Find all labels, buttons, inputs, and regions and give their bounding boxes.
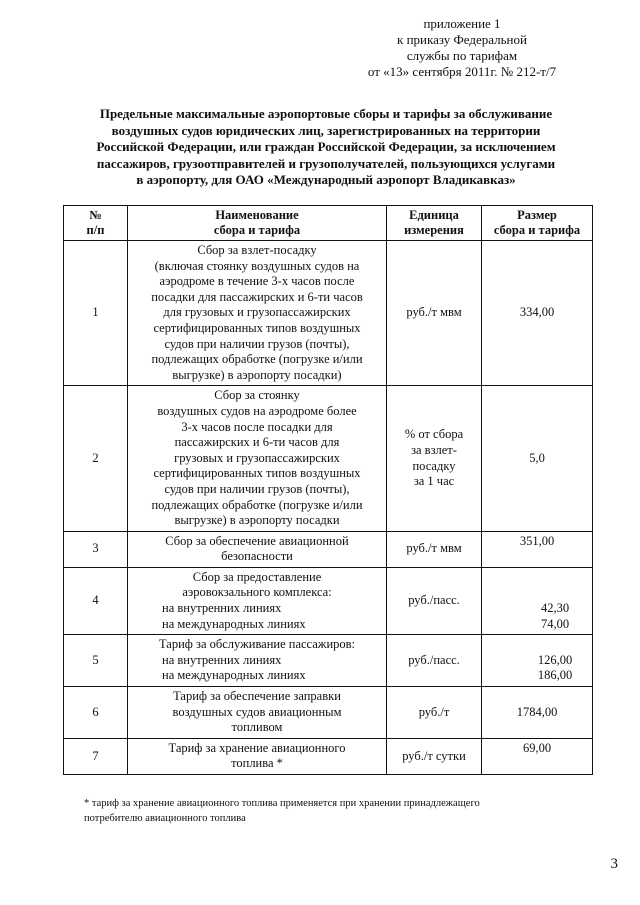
page-number: 3 xyxy=(610,856,618,872)
row-unit xyxy=(387,531,482,567)
title-line: Предельные максимальные аэропортовые сборы и тарифы за обслуживание xyxy=(99,106,553,121)
table-row xyxy=(64,635,593,687)
name-line: посадки для пассажирских и 6-ти часов xyxy=(151,289,363,304)
title-line: воздушных судов юридических лиц, зарегистрированных на территории xyxy=(111,122,541,138)
header-text: сбора и тарифа xyxy=(493,223,581,237)
name-line: на внутренних линиях xyxy=(162,652,282,667)
table-row xyxy=(64,738,593,774)
unit-line: руб./т xyxy=(418,704,450,719)
unit-line: за взлет- xyxy=(411,442,457,457)
row-name xyxy=(128,241,387,386)
document-title xyxy=(66,106,586,189)
name-line: воздушных судов авиационным xyxy=(172,704,342,719)
name-line: Сбор за обеспечение авиационной xyxy=(165,533,349,548)
name-line: сертифицированных типов воздушных xyxy=(153,320,361,335)
header-text: Размер xyxy=(517,208,557,222)
row-unit xyxy=(387,386,482,531)
row-number: 6 xyxy=(64,687,128,739)
row-unit xyxy=(387,738,482,774)
size-value: 186,00 xyxy=(537,668,573,683)
name-line: (включая стоянку воздушных судов на xyxy=(154,258,360,273)
row-name xyxy=(128,386,387,531)
name-line: аэровокзального комплекса: xyxy=(182,585,332,600)
header-text: Единица xyxy=(409,208,459,222)
fees-table xyxy=(63,205,593,775)
name-line: топливом xyxy=(231,720,283,735)
header-text: п/п xyxy=(86,223,105,237)
row-size xyxy=(482,386,593,531)
name-line: подлежащих обработке (погрузке и/или xyxy=(151,497,363,512)
table-row xyxy=(64,241,593,386)
row-size xyxy=(482,241,593,386)
appendix-line: от «13» сентября 2011г. № 212-т/7 xyxy=(367,64,557,79)
row-unit xyxy=(387,567,482,634)
unit-line: посадку xyxy=(412,458,456,473)
appendix-line: к приказу Федеральной xyxy=(397,32,527,47)
name-line: аэродроме в течение 3-х часов после xyxy=(159,274,355,289)
name-line: судов при наличии грузов (почты), xyxy=(164,481,350,496)
row-unit xyxy=(387,635,482,687)
appendix-line: приложение 1 xyxy=(423,16,501,31)
name-line: пассажирских и 6-ти часов для xyxy=(174,435,340,450)
title-line: Российской Федерации, или граждан Российской Федерации, за исключением xyxy=(96,139,556,154)
row-name xyxy=(128,531,387,567)
name-line: Тариф за хранение авиационного xyxy=(168,740,346,755)
name-line: грузовых и грузопассажирских xyxy=(174,450,340,465)
table-row xyxy=(64,386,593,531)
size-value: 74,00 xyxy=(540,616,570,631)
size-value: 69,00 xyxy=(522,740,552,755)
name-line: Тариф за обеспечение заправки xyxy=(173,689,341,704)
unit-line: руб./пасс. xyxy=(408,593,460,608)
row-size xyxy=(482,635,593,687)
table-row xyxy=(64,531,593,567)
unit-line: руб./пасс. xyxy=(408,652,460,667)
row-unit xyxy=(387,687,482,739)
name-line: безопасности xyxy=(221,549,293,564)
row-size xyxy=(482,531,593,567)
size-value: 42,30 xyxy=(540,601,570,616)
footnote-line: потребителю авиационного топлива xyxy=(84,813,246,824)
row-number: 5 xyxy=(64,635,128,687)
header-text: измерения xyxy=(404,223,464,237)
row-name xyxy=(128,635,387,687)
header-unit xyxy=(387,206,482,241)
name-line: выгрузке) в аэропорту посадки xyxy=(174,513,340,528)
row-number: 4 xyxy=(64,567,128,634)
row-number: 1 xyxy=(64,241,128,386)
row-unit xyxy=(387,241,482,386)
table-row xyxy=(64,567,593,634)
unit-line: руб./т мвм xyxy=(406,305,462,320)
table-body xyxy=(64,241,593,775)
row-number: 7 xyxy=(64,738,128,774)
name-line: 3-х часов после посадки для xyxy=(181,419,333,434)
name-line: Сбор за предоставление xyxy=(192,569,322,584)
row-size xyxy=(482,567,593,634)
name-line: воздушных судов на аэродроме более xyxy=(157,403,357,418)
footnote xyxy=(84,796,604,826)
row-size xyxy=(482,738,593,774)
name-line: на внутренних линиях xyxy=(162,601,282,616)
appendix-header xyxy=(332,16,592,80)
header-text: № xyxy=(89,208,102,222)
row-number: 3 xyxy=(64,531,128,567)
name-line: судов при наличии грузов (почты), xyxy=(164,336,350,351)
size-value: 126,00 xyxy=(537,652,573,667)
name-line: Тариф за обслуживание пассажиров: xyxy=(158,637,356,652)
header-number xyxy=(64,206,128,241)
row-name xyxy=(128,567,387,634)
table-header-row xyxy=(64,206,593,241)
header-text: Наименование xyxy=(215,208,299,222)
header-name xyxy=(128,206,387,241)
header-text: сбора и тарифа xyxy=(213,223,301,237)
size-value: 5,0 xyxy=(529,450,545,465)
size-value: 334,00 xyxy=(519,305,555,320)
title-line: пассажиров, грузоотправителей и грузополучателей, пользующихся услугами xyxy=(96,155,556,171)
unit-line: % от сбора xyxy=(404,427,464,442)
name-line: для грузовых и грузопассажирских xyxy=(163,305,351,320)
name-line: сертифицированных типов воздушных xyxy=(153,466,361,481)
name-line: топлива * xyxy=(231,756,283,771)
row-name xyxy=(128,687,387,739)
title-line: в аэропорту, для ОАО «Международный аэропорт Владикавказ» xyxy=(136,172,516,187)
row-name xyxy=(128,738,387,774)
size-value: 351,00 xyxy=(519,533,555,548)
footnote-line: * тариф за хранение авиационного топлива применяется при хранении принадлежащего xyxy=(84,798,480,809)
name-line: выгрузке) в аэропорту посадки) xyxy=(172,367,342,382)
unit-line: руб./т мвм xyxy=(406,541,462,556)
name-line: Сбор за стоянку xyxy=(214,388,300,403)
name-line: на международных линиях xyxy=(162,616,306,631)
size-value: 1784,00 xyxy=(516,704,558,719)
table-row xyxy=(64,687,593,739)
unit-line: за 1 час xyxy=(413,474,455,489)
name-line: Сбор за взлет-посадку xyxy=(197,243,317,257)
appendix-line: службы по тарифам xyxy=(406,48,518,63)
header-size xyxy=(482,206,593,241)
row-number: 2 xyxy=(64,386,128,531)
row-size xyxy=(482,687,593,739)
name-line: подлежащих обработке (погрузке и/или xyxy=(151,352,363,367)
name-line: на международных линиях xyxy=(162,668,306,683)
unit-line: руб./т сутки xyxy=(402,748,466,763)
